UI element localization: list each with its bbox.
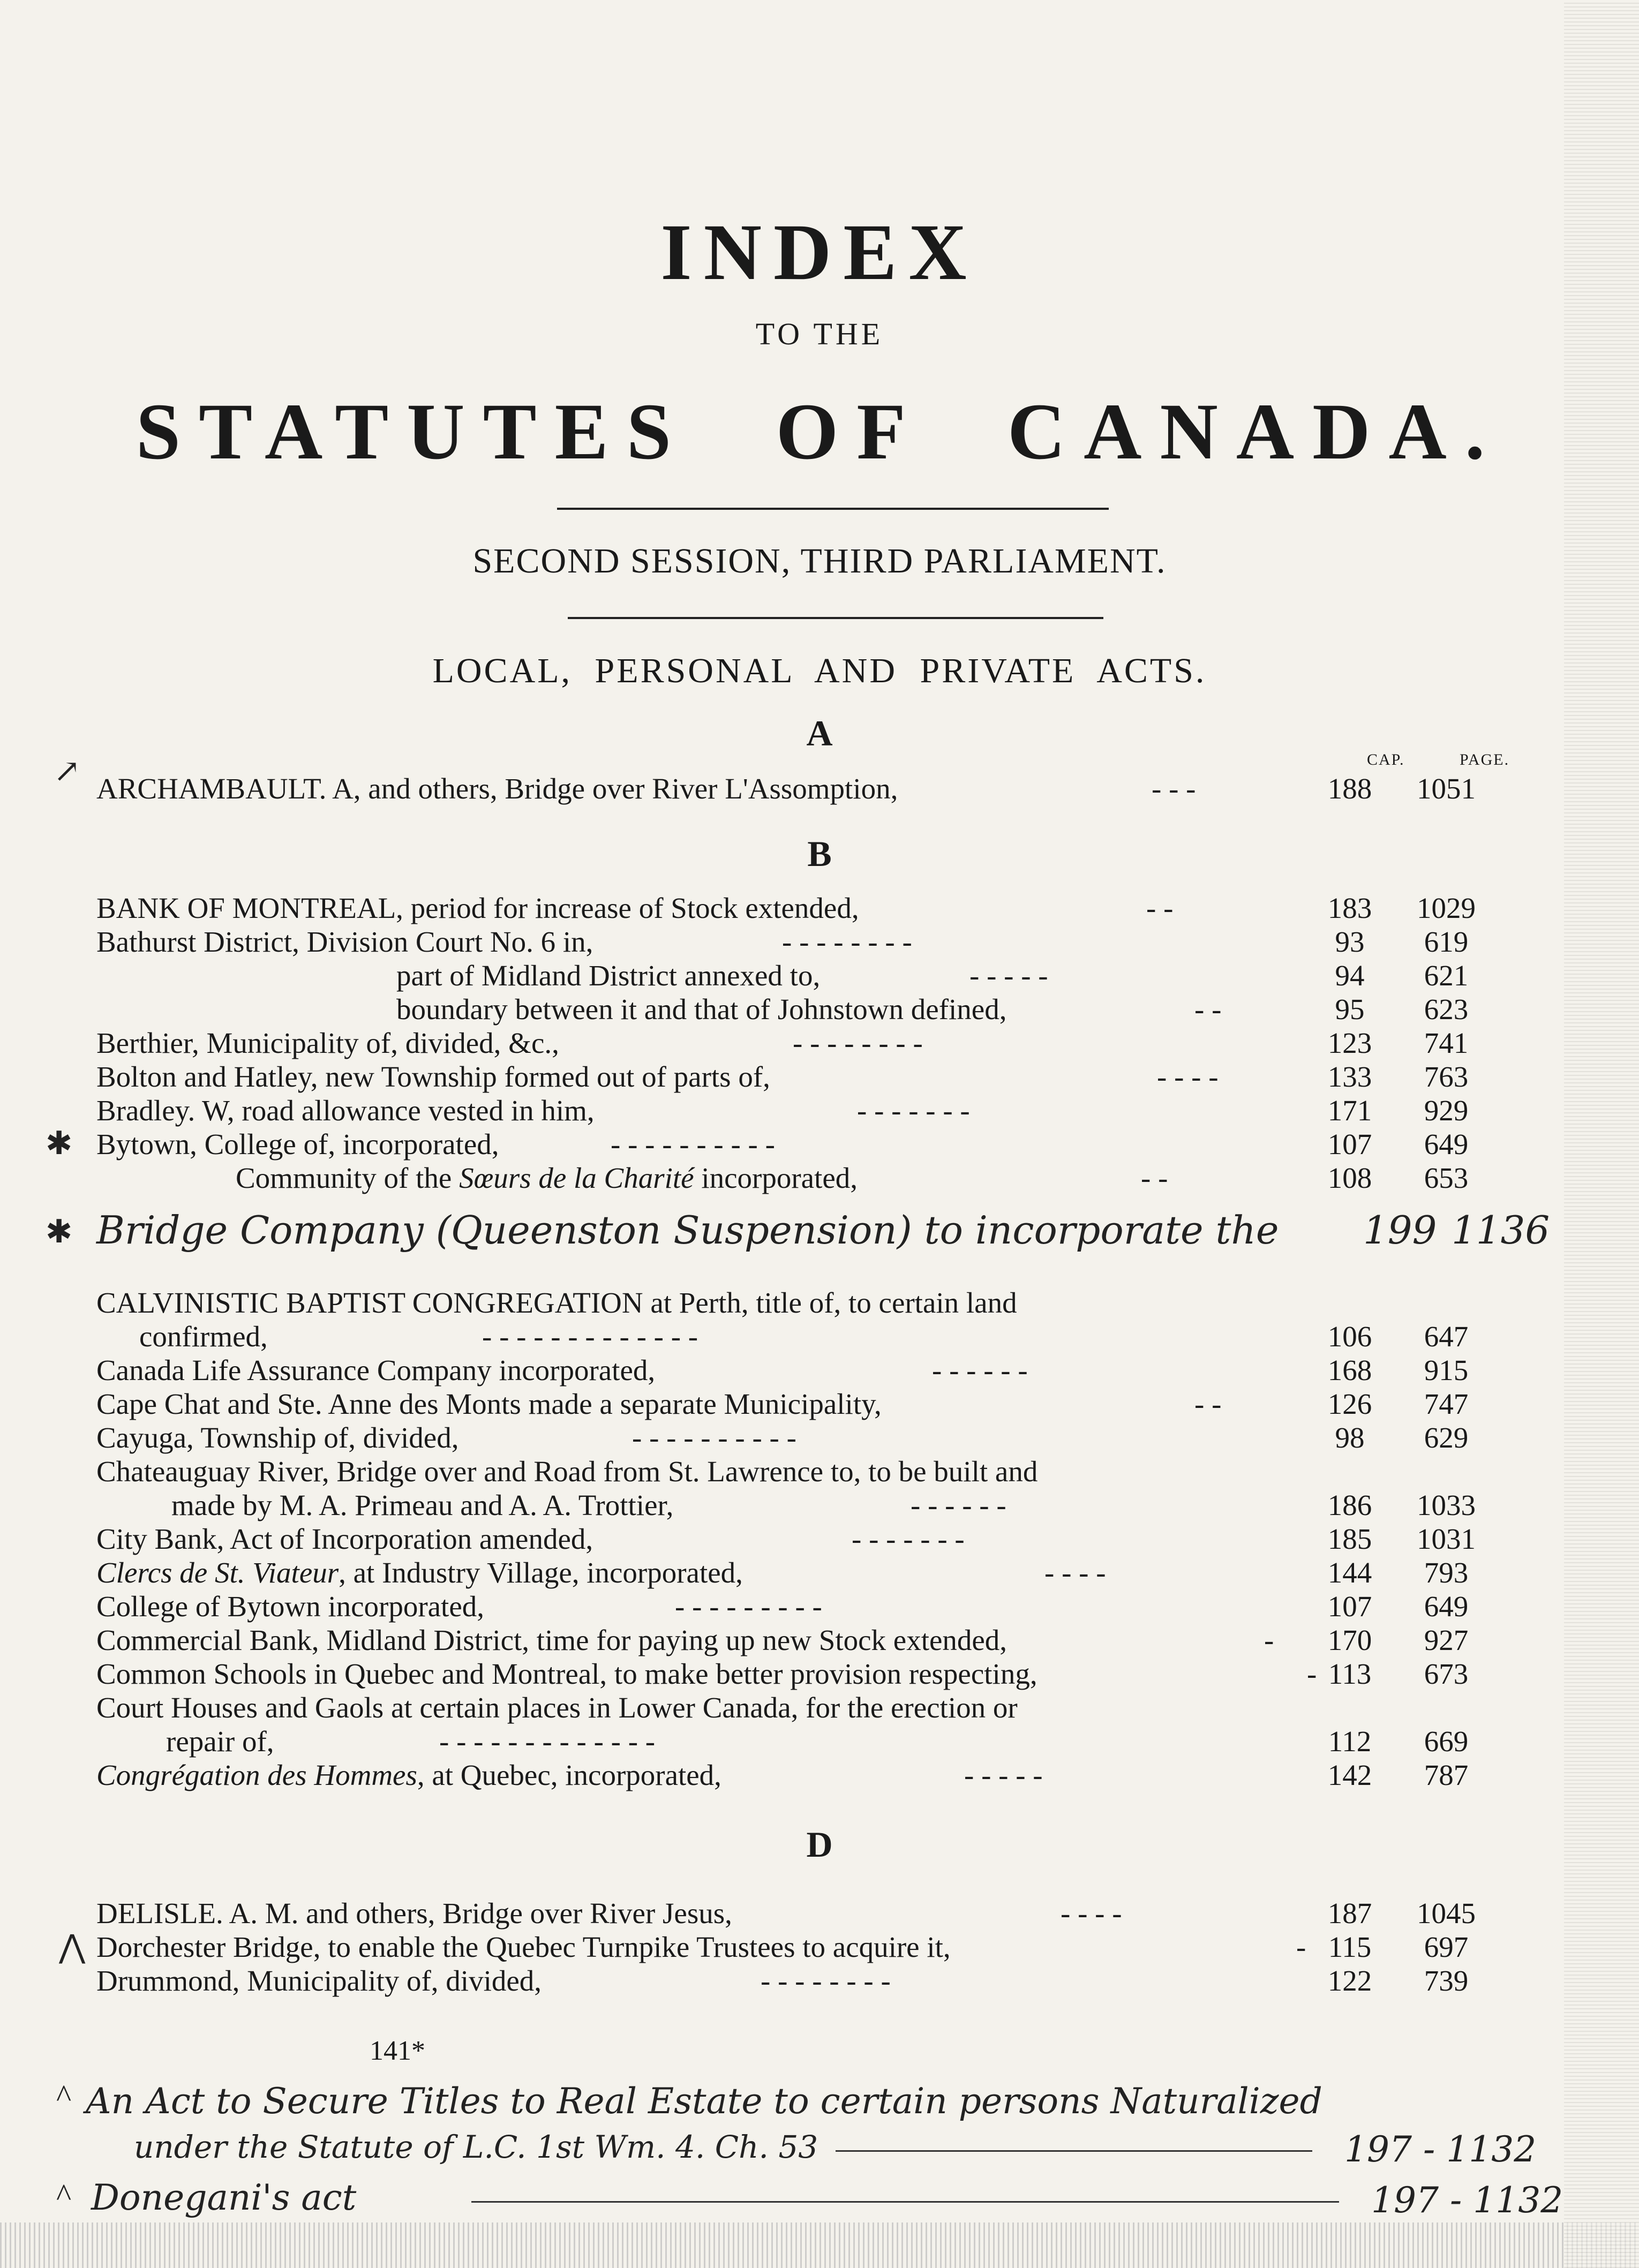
entry-page: 929	[1424, 1094, 1469, 1127]
asterisk-mark: ✱	[46, 1126, 73, 1161]
entry-leader: - - - -	[1061, 1897, 1122, 1930]
entry-text: Canada Life Assurance Company incorporated,	[96, 1354, 656, 1387]
entry-text: boundary between it and that of Johnstown defined,	[396, 993, 1007, 1026]
entry-cap: 107	[1327, 1128, 1372, 1161]
entry-cap: 98	[1335, 1421, 1365, 1454]
entry-cap: 188	[1327, 772, 1372, 805]
entry-cap: 144	[1327, 1556, 1372, 1589]
entry-cap: 122	[1327, 1964, 1372, 1997]
index-entry	[96, 1656, 1468, 1692]
index-entry	[96, 1127, 1468, 1162]
entry-text: Chateauguay River, Bridge over and Road from St. Lawrence to, to be built and	[96, 1455, 1038, 1488]
entry-leader: - - - -	[1157, 1060, 1219, 1093]
entry-leader: - - - - -	[964, 1759, 1043, 1791]
session-heading: SECOND SESSION, THIRD PARLIAMENT.	[472, 541, 1167, 581]
entry-leader: - - - - - - - -	[793, 1027, 923, 1059]
entry-cap: 112	[1328, 1725, 1372, 1758]
index-entry	[96, 958, 1468, 993]
entry-cap: 106	[1327, 1320, 1372, 1353]
entry-cap: 186	[1327, 1489, 1372, 1521]
index-entry	[96, 1521, 1476, 1557]
entry-text: BANK OF MONTREAL, period for increase of Stock extended,	[96, 892, 859, 924]
entry-leader: - - - -	[1044, 1556, 1106, 1589]
entry-page: 739	[1424, 1964, 1469, 1997]
index-entry	[96, 1093, 1468, 1128]
entry-leader: -	[1296, 1931, 1306, 1963]
section-letter-d: D	[806, 1824, 833, 1865]
entry-page: 673	[1424, 1657, 1469, 1690]
entry-page: 619	[1424, 925, 1469, 958]
entry-text: Common Schools in Quebec and Montreal, to make better provision respecting,	[96, 1657, 1037, 1690]
acts-heading: LOCAL, PERSONAL AND PRIVATE ACTS.	[432, 651, 1207, 690]
entry-page: 649	[1424, 1590, 1469, 1623]
entry-page: 927	[1424, 1624, 1469, 1656]
divider-rule	[557, 508, 1109, 510]
handwritten-page: 1136	[1452, 1208, 1550, 1253]
title-statutes: STATUTES OF CANADA.	[136, 387, 1503, 476]
entry-text: Drummond, Municipality of, divided,	[96, 1964, 542, 1997]
caret-mark: ⋀	[59, 1929, 86, 1964]
entry-page: 623	[1424, 993, 1469, 1026]
index-entry	[96, 992, 1468, 1027]
index-entry	[96, 1724, 1468, 1759]
entry-cap: 115	[1328, 1931, 1372, 1963]
handwritten-ref: 197 - 1132	[1344, 2129, 1537, 2170]
index-entry	[96, 1387, 1468, 1422]
entry-page: 747	[1424, 1388, 1469, 1420]
index-entry	[96, 924, 1468, 960]
handwritten-cap: 199	[1363, 1208, 1437, 1253]
entry-leader: - - - - - -	[932, 1354, 1028, 1387]
asterisk-mark: ✱	[46, 1214, 73, 1249]
index-entry	[96, 1353, 1468, 1388]
index-entry	[96, 1161, 1468, 1196]
caret-mark: ^	[56, 2177, 72, 2213]
scan-artifact	[0, 2222, 1639, 2268]
entry-cap: 108	[1327, 1162, 1372, 1194]
index-entry	[96, 1555, 1468, 1591]
entry-page: 669	[1424, 1725, 1469, 1758]
entry-page: 621	[1424, 959, 1469, 992]
entry-text: Bradley. W, road allowance vested in him,	[96, 1094, 595, 1127]
entry-cap: 187	[1327, 1897, 1372, 1930]
column-header-cap: CAP.	[1367, 751, 1405, 768]
index-entry	[96, 1589, 1468, 1624]
entry-leader: - - - - - - -	[857, 1094, 970, 1127]
entry-page: 697	[1424, 1931, 1469, 1963]
entry-text: ARCHAMBAULT. A, and others, Bridge over River L'Assomption,	[96, 772, 898, 805]
entry-cap: 142	[1327, 1759, 1372, 1791]
section-letter-a: A	[806, 713, 833, 754]
scan-artifact	[1564, 0, 1639, 2268]
entry-leader: - -	[1141, 1162, 1168, 1194]
entry-page: 1031	[1417, 1523, 1476, 1555]
check-mark: ↗	[54, 754, 81, 789]
caret-mark: ^	[56, 2078, 72, 2114]
entry-text: Commercial Bank, Midland District, time for paying up new Stock extended,	[96, 1624, 1008, 1656]
entry-leader: -	[1307, 1657, 1317, 1690]
entry-page: 793	[1424, 1556, 1469, 1589]
entry-cap: 95	[1335, 993, 1365, 1026]
entry-page: 647	[1424, 1320, 1469, 1353]
entry-page: 1051	[1417, 772, 1476, 805]
entry-page: 763	[1424, 1060, 1469, 1093]
entry-cap: 93	[1335, 925, 1365, 958]
entry-text: part of Midland District annexed to,	[396, 959, 821, 992]
entry-cap: 185	[1327, 1523, 1372, 1555]
entry-cap: 113	[1328, 1657, 1372, 1690]
entry-cap: 126	[1327, 1388, 1372, 1420]
index-entry	[96, 1319, 1468, 1354]
index-entry	[96, 1758, 1468, 1793]
folio-number: 141*	[370, 2036, 425, 2066]
title-to-the: TO THE	[755, 317, 884, 351]
entry-page: 1033	[1417, 1489, 1476, 1521]
entry-page: 1045	[1417, 1897, 1476, 1930]
entry-leader: - - - - - - - - - -	[632, 1421, 796, 1454]
index-entry	[96, 1690, 1468, 1726]
entry-page: 1029	[1417, 892, 1476, 924]
entry-leader: - - - - - -	[911, 1489, 1006, 1521]
entry-text: Bathurst District, Division Court No. 6 in,	[96, 925, 593, 958]
entry-cap: 168	[1327, 1354, 1372, 1387]
entry-cap: 183	[1327, 892, 1372, 924]
entry-text: made by M. A. Primeau and A. A. Trottier,	[171, 1489, 674, 1521]
entry-leader: - -	[1194, 1388, 1222, 1420]
entry-text: Cape Chat and Ste. Anne des Monts made a separate Municipality,	[96, 1388, 882, 1420]
handwritten-ref: 197 - 1132	[1371, 2180, 1563, 2221]
entry-cap: 171	[1327, 1094, 1372, 1127]
index-entry	[96, 1285, 1468, 1321]
entry-text: Cayuga, Township of, divided,	[96, 1421, 459, 1454]
entry-text: Dorchester Bridge, to enable the Quebec Turnpike Trustees to acquire it,	[96, 1931, 951, 1963]
entry-leader: - - - - - - - - - -	[611, 1128, 775, 1161]
index-entry	[96, 1963, 1468, 1999]
entry-text: repair of,	[166, 1725, 274, 1758]
entry-text: Berthier, Municipality of, divided, &c.,	[96, 1027, 559, 1059]
entry-leader: - - - - - - - - - - - - -	[439, 1725, 656, 1758]
entry-leader: - -	[1194, 993, 1222, 1026]
index-entry	[96, 1059, 1468, 1095]
entry-leader: - - - - - - - -	[782, 925, 912, 958]
entry-cap: 107	[1327, 1590, 1372, 1623]
entry-text: CALVINISTIC BAPTIST CONGREGATION at Perth, title of, to certain land	[96, 1286, 1017, 1319]
entry-leader: - - - - - - - - - - - - -	[482, 1320, 698, 1353]
index-entry	[96, 771, 1476, 807]
handwritten-note: Donegani's act	[91, 2177, 357, 2218]
entry-cap: 170	[1327, 1624, 1372, 1656]
entry-leader: - - -	[1152, 772, 1196, 805]
index-entry	[96, 1896, 1476, 1931]
entry-text: Bolton and Hatley, new Township formed out of parts of,	[96, 1060, 770, 1093]
entry-text: Congrégation des Hommes, at Quebec, incorporated,	[96, 1759, 721, 1791]
entry-text: confirmed,	[139, 1320, 268, 1353]
entry-text: Bytown, College of, incorporated,	[96, 1128, 499, 1161]
entry-cap: 133	[1327, 1060, 1372, 1093]
index-entry	[96, 1454, 1468, 1489]
entry-cap: 123	[1327, 1027, 1372, 1059]
entry-page: 915	[1424, 1354, 1469, 1387]
index-entry	[96, 1420, 1468, 1456]
handwritten-rule	[836, 2150, 1312, 2152]
entry-page: 629	[1424, 1421, 1469, 1454]
handwritten-note: under the Statute of L.C. 1st Wm. 4. Ch. 53	[134, 2129, 818, 2165]
entry-text: DELISLE. A. M. and others, Bridge over River Jesus,	[96, 1897, 732, 1930]
entry-leader: - - - - - - - - -	[675, 1590, 822, 1623]
index-entry	[96, 1026, 1468, 1061]
title-index: INDEX	[660, 208, 979, 297]
entry-leader: - -	[1146, 892, 1174, 924]
index-entry	[96, 1623, 1468, 1658]
entry-text: Court Houses and Gaols at certain places in Lower Canada, for the erection or	[96, 1691, 1018, 1724]
entry-leader: - - - - - - -	[852, 1523, 965, 1555]
entry-page: 741	[1424, 1027, 1469, 1059]
entry-page: 649	[1424, 1128, 1469, 1161]
entry-leader: -	[1264, 1624, 1274, 1656]
entry-text: Clercs de St. Viateur, at Industry Village, incorporated,	[96, 1556, 743, 1589]
entry-text: College of Bytown incorporated,	[96, 1590, 484, 1623]
handwritten-rule	[471, 2201, 1339, 2203]
entry-text: Community of the Sœurs de la Charité incorporated,	[236, 1162, 858, 1194]
handwritten-note: An Act to Secure Titles to Real Estate to certain persons Naturalized	[86, 2081, 1322, 2122]
entry-cap: 94	[1335, 959, 1365, 992]
entry-page: 653	[1424, 1162, 1469, 1194]
entry-leader: - - - - -	[969, 959, 1048, 992]
index-entry	[96, 1930, 1468, 1965]
entry-page: 787	[1424, 1759, 1469, 1791]
section-letter-b: B	[807, 833, 832, 874]
entry-text: City Bank, Act of Incorporation amended,	[96, 1523, 593, 1555]
index-entry	[96, 891, 1476, 926]
handwritten-entry: Bridge Company (Queenston Suspension) to incorporate the	[96, 1208, 1279, 1253]
entry-leader: - - - - - - - -	[761, 1964, 891, 1997]
column-header-page: PAGE.	[1460, 751, 1510, 768]
index-entry	[96, 1488, 1476, 1523]
divider-rule	[568, 617, 1103, 619]
